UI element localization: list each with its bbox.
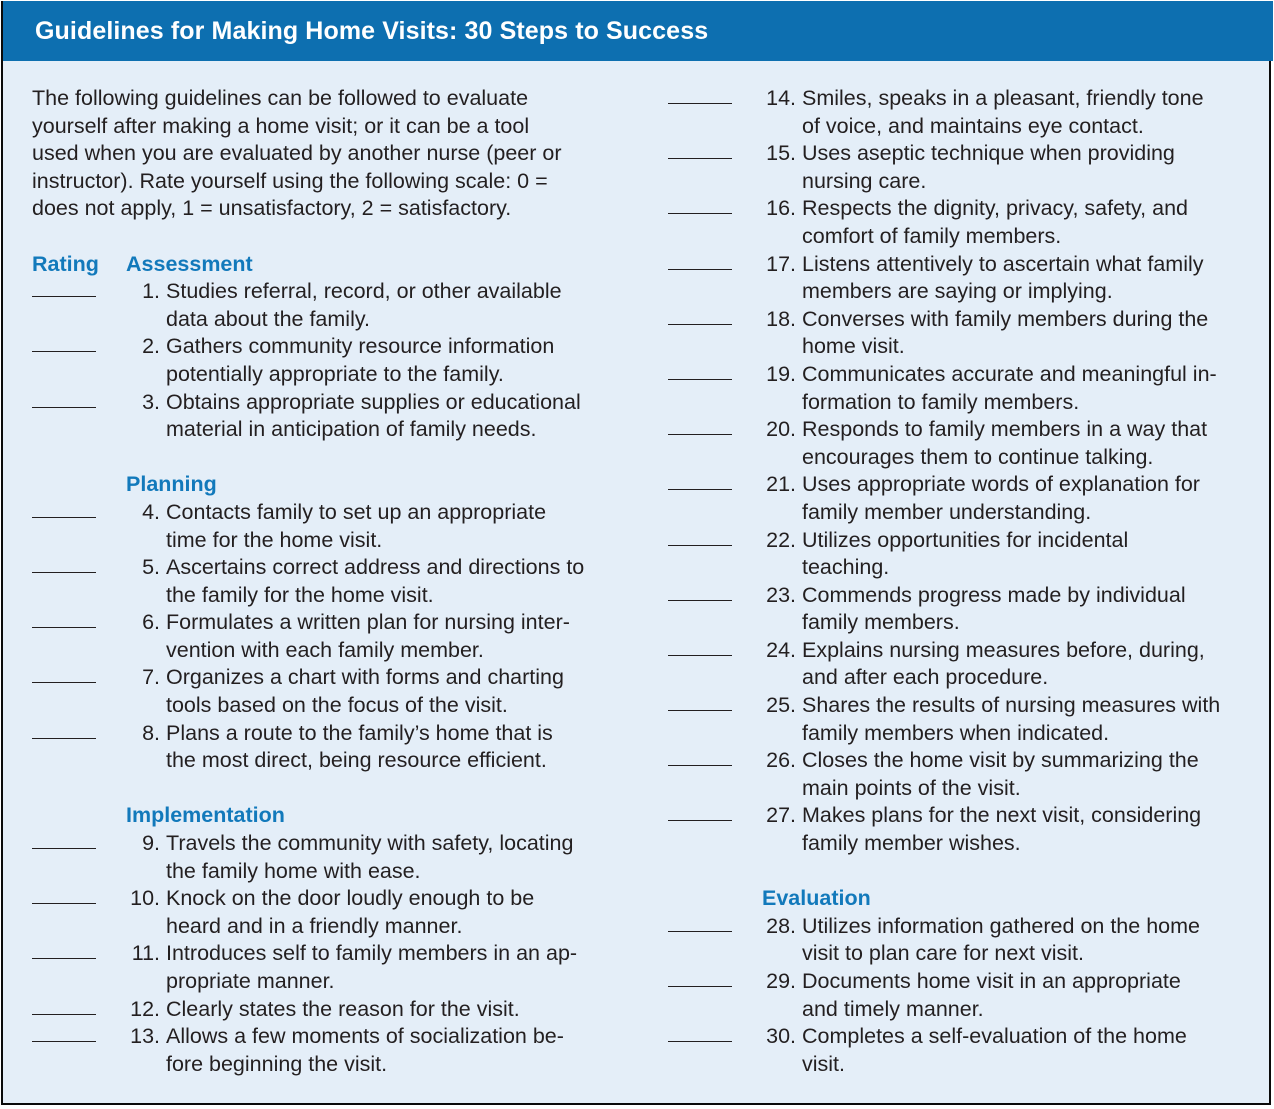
- checklist-item: [668, 1023, 1258, 1078]
- left-column: [32, 85, 632, 1078]
- item-text-line: Makes plans for the next visit, considering: [802, 803, 1202, 828]
- item-text: [802, 306, 1258, 361]
- assessment-heading: [32, 251, 632, 279]
- item-text: [166, 940, 632, 995]
- item-text-line: Organizes a chart with forms and charting: [166, 665, 564, 690]
- item-text: [166, 830, 632, 885]
- item-text: [802, 637, 1258, 692]
- intro-paragraph: [32, 85, 632, 223]
- checklist-item: [32, 885, 632, 940]
- item-text-line: home visit.: [802, 334, 905, 359]
- item-text: [802, 251, 1258, 306]
- item-number: 26.: [766, 748, 796, 773]
- checklist-item: [32, 554, 632, 609]
- item-number: 28.: [766, 913, 796, 938]
- intro-line: does not apply, 1 = unsatisfactory, 2 = satisfactory.: [32, 196, 512, 221]
- checklist-item: [32, 830, 632, 885]
- item-text-line: family member wishes.: [802, 831, 1021, 856]
- item-text-line: Utilizes opportunities for incidental: [802, 527, 1129, 552]
- item-number: 6.: [142, 610, 160, 635]
- item-text: [166, 1023, 632, 1078]
- item-text: [166, 609, 632, 664]
- item-text-line: Shares the results of nursing measures with: [802, 693, 1221, 718]
- rating-blank[interactable]: [668, 251, 732, 270]
- item-text-line: family member understanding.: [802, 499, 1092, 524]
- box-title: Guidelines for Making Home Visits: 30 Steps to Success: [3, 1, 1273, 61]
- item-text: [802, 1023, 1258, 1078]
- item-number: 8.: [142, 720, 160, 745]
- item-text: [166, 389, 632, 444]
- rating-blank[interactable]: [32, 720, 96, 739]
- item-number: 17.: [766, 251, 796, 276]
- rating-blank[interactable]: [668, 692, 732, 711]
- item-number: 7.: [142, 665, 160, 690]
- item-text-line: Documents home visit in an appropriate: [802, 969, 1181, 993]
- intro-line: instructor). Rate yourself using the following scale: 0 =: [32, 168, 548, 193]
- item-text-line: material in anticipation of family needs.: [166, 417, 537, 442]
- item-text: [802, 85, 1258, 140]
- item-text: [166, 885, 632, 940]
- rating-blank[interactable]: [668, 747, 732, 766]
- item-text: [166, 554, 632, 609]
- item-text-line: main points of the visit.: [802, 775, 1021, 800]
- planning-list: [32, 499, 632, 775]
- intro-line: used when you are evaluated by another nurse (peer or: [32, 141, 562, 166]
- item-text-line: Uses aseptic technique when providing: [802, 141, 1175, 166]
- rating-blank[interactable]: [668, 140, 732, 159]
- item-text: [166, 333, 632, 388]
- item-text-line: and timely manner.: [802, 996, 984, 1021]
- item-text: [802, 802, 1258, 857]
- rating-blank[interactable]: [668, 471, 732, 490]
- section-title-implementation: Implementation: [126, 803, 285, 828]
- item-number: 29.: [766, 969, 796, 993]
- item-number: 4.: [142, 499, 160, 524]
- right-column: [668, 85, 1258, 1078]
- item-text-line: members are saying or implying.: [802, 279, 1113, 304]
- item-number: 30.: [766, 1024, 796, 1049]
- checklist-item: [668, 140, 1258, 195]
- rating-blank[interactable]: [668, 582, 732, 601]
- checklist-item: [668, 85, 1258, 140]
- item-number: 23.: [766, 582, 796, 607]
- intro-line: The following guidelines can be followed to evaluate: [32, 86, 529, 110]
- rating-blank[interactable]: [668, 195, 732, 214]
- item-text-line: Commends progress made by individual: [802, 582, 1186, 607]
- checklist-item: [668, 361, 1258, 416]
- rating-blank[interactable]: [32, 333, 96, 352]
- item-text-line: Explains nursing measures before, during,: [802, 637, 1205, 662]
- rating-blank[interactable]: [668, 361, 732, 380]
- rating-blank[interactable]: [668, 1023, 732, 1042]
- rating-blank[interactable]: [668, 913, 732, 932]
- item-text-line: Plans a route to the family’s home that is: [166, 720, 553, 745]
- item-text-line: the most direct, being resource efficient.: [166, 748, 547, 773]
- item-text: [802, 416, 1258, 471]
- checklist-item: [32, 389, 632, 444]
- item-number: 27.: [766, 803, 796, 828]
- item-text-line: Contacts family to set up an appropriate: [166, 499, 547, 524]
- item-number: 16.: [766, 196, 796, 221]
- checklist-item: [668, 195, 1258, 250]
- item-text: [802, 195, 1258, 250]
- item-text-line: propriate manner.: [166, 969, 335, 993]
- item-text-line: and after each procedure.: [802, 665, 1049, 690]
- rating-blank[interactable]: [32, 554, 96, 573]
- item-text-line: the family for the home visit.: [166, 582, 434, 607]
- item-text-line: potentially appropriate to the family.: [166, 361, 504, 386]
- item-text-line: Completes a self-evaluation of the home: [802, 1024, 1187, 1049]
- checklist-item: [668, 692, 1258, 747]
- evaluation-list: [668, 913, 1258, 1079]
- rating-blank[interactable]: [668, 527, 732, 546]
- item-number: 14.: [766, 86, 796, 110]
- item-text-line: Studies referral, record, or other available: [166, 279, 562, 304]
- item-number: 20.: [766, 417, 796, 442]
- item-text-line: Converses with family members during the: [802, 306, 1209, 331]
- item-text: [802, 582, 1258, 637]
- item-number: 22.: [766, 527, 796, 552]
- item-text-line: Communicates accurate and meaningful in-: [802, 361, 1217, 386]
- item-text-line: Knock on the door loudly enough to be: [166, 886, 535, 911]
- rating-blank[interactable]: [668, 416, 732, 435]
- item-number: 24.: [766, 637, 796, 662]
- checklist-item: [32, 333, 632, 388]
- item-number: 21.: [766, 472, 796, 497]
- checklist-item: [32, 1023, 632, 1078]
- item-text-line: nursing care.: [802, 168, 927, 193]
- item-number: 9.: [142, 831, 160, 856]
- item-text-line: Travels the community with safety, locating: [166, 831, 574, 856]
- item-text-line: the family home with ease.: [166, 858, 421, 883]
- item-text: [166, 278, 632, 333]
- rating-blank[interactable]: [32, 885, 96, 904]
- item-text: [166, 499, 632, 554]
- item-number: 3.: [142, 389, 160, 414]
- item-text-line: data about the family.: [166, 306, 370, 331]
- item-text: [802, 913, 1258, 968]
- item-number: 5.: [142, 555, 160, 580]
- item-text-line: Uses appropriate words of explanation for: [802, 472, 1200, 497]
- item-text-line: formation to family members.: [802, 389, 1080, 414]
- rating-blank[interactable]: [668, 85, 732, 104]
- assessment-list: [32, 278, 632, 444]
- implementation-list-left: [32, 830, 632, 1078]
- item-text-line: fore beginning the visit.: [166, 1051, 388, 1076]
- item-number: 2.: [142, 334, 160, 359]
- item-text-line: visit.: [802, 1051, 845, 1076]
- item-text-line: vention with each family member.: [166, 637, 484, 662]
- item-text-line: Gathers community resource information: [166, 334, 555, 359]
- rating-blank[interactable]: [32, 1023, 96, 1042]
- implementation-list-right: [668, 85, 1258, 858]
- checklist-item: [668, 416, 1258, 471]
- item-number: 13.: [130, 1024, 160, 1049]
- rating-blank[interactable]: [668, 802, 732, 821]
- planning-heading: [32, 471, 632, 499]
- item-text-line: tools based on the focus of the visit.: [166, 693, 508, 718]
- item-number: 12.: [130, 996, 160, 1021]
- checklist-item: [32, 996, 632, 1024]
- item-text-line: time for the home visit.: [166, 527, 383, 552]
- intro-line: yourself after making a home visit; or it can be a tool: [32, 113, 530, 138]
- item-number: 19.: [766, 361, 796, 386]
- item-number: 11.: [131, 941, 160, 966]
- checklist-item: [32, 664, 632, 719]
- guidelines-box: [1, 1, 1271, 1105]
- item-text-line: teaching.: [802, 555, 890, 580]
- item-text-line: Listens attentively to ascertain what family: [802, 251, 1204, 276]
- checklist-item: [32, 720, 632, 775]
- rating-blank[interactable]: [32, 499, 96, 518]
- checklist-item: [668, 471, 1258, 526]
- section-title-evaluation: Evaluation: [762, 886, 871, 911]
- rating-blank[interactable]: [32, 278, 96, 297]
- item-text-line: Ascertains correct address and directions to: [166, 555, 585, 580]
- checklist-item: [668, 582, 1258, 637]
- implementation-heading: [32, 802, 632, 830]
- checklist-item: [668, 527, 1258, 582]
- rating-blank[interactable]: [32, 996, 96, 1015]
- item-text: [802, 968, 1258, 1023]
- item-text-line: encourages them to continue talking.: [802, 444, 1154, 469]
- rating-column-label: Rating: [32, 251, 99, 276]
- item-number: 18.: [766, 306, 796, 331]
- item-text: [166, 996, 632, 1024]
- rating-blank[interactable]: [32, 830, 96, 849]
- item-number: 10.: [130, 886, 160, 911]
- rating-blank[interactable]: [32, 664, 96, 683]
- item-text-line: of voice, and maintains eye contact.: [802, 113, 1144, 138]
- item-text-line: visit to plan care for next visit.: [802, 941, 1084, 966]
- item-text-line: family members when indicated.: [802, 720, 1110, 745]
- item-text-line: Utilizes information gathered on the home: [802, 913, 1200, 938]
- item-number: 1.: [142, 279, 160, 304]
- item-text: [802, 527, 1258, 582]
- rating-blank[interactable]: [668, 968, 732, 987]
- item-text-line: Respects the dignity, privacy, safety, and: [802, 196, 1188, 221]
- item-text-line: heard and in a friendly manner.: [166, 913, 463, 938]
- item-text: [802, 361, 1258, 416]
- item-number: 15.: [766, 141, 796, 166]
- item-text-line: comfort of family members.: [802, 223, 1062, 248]
- item-text-line: Formulates a written plan for nursing inter-: [166, 610, 570, 635]
- checklist-item: [668, 968, 1258, 1023]
- section-title-planning: Planning: [126, 472, 217, 497]
- rating-blank[interactable]: [32, 609, 96, 628]
- item-text: [166, 664, 632, 719]
- item-text-line: Allows a few moments of socialization be-: [166, 1024, 564, 1049]
- checklist-item: [668, 747, 1258, 802]
- checklist-item: [668, 637, 1258, 692]
- item-text: [802, 471, 1258, 526]
- checklist-item: [668, 802, 1258, 857]
- checklist-item: [668, 306, 1258, 361]
- item-text-line: Clearly states the reason for the visit.: [166, 996, 520, 1021]
- item-text-line: Closes the home visit by summarizing the: [802, 748, 1199, 773]
- item-number: 25.: [766, 693, 796, 718]
- checklist-item: [32, 278, 632, 333]
- item-text-line: family members.: [802, 610, 960, 635]
- item-text-line: Smiles, speaks in a pleasant, friendly tone: [802, 86, 1204, 110]
- checklist-item: [32, 499, 632, 554]
- checklist-item: [668, 251, 1258, 306]
- rating-blank[interactable]: [32, 389, 96, 408]
- item-text: [802, 692, 1258, 747]
- checklist-item: [668, 913, 1258, 968]
- rating-blank[interactable]: [668, 306, 732, 325]
- rating-blank[interactable]: [32, 940, 96, 959]
- item-text-line: Introduces self to family members in an ap-: [166, 941, 578, 966]
- item-text: [166, 720, 632, 775]
- item-text-line: Responds to family members in a way that: [802, 417, 1208, 442]
- item-text: [802, 747, 1258, 802]
- section-title-assessment: Assessment: [126, 251, 253, 276]
- rating-blank[interactable]: [668, 637, 732, 656]
- item-text: [802, 140, 1258, 195]
- checklist-item: [32, 609, 632, 664]
- checklist-item: [32, 940, 632, 995]
- item-text-line: Obtains appropriate supplies or educational: [166, 389, 581, 414]
